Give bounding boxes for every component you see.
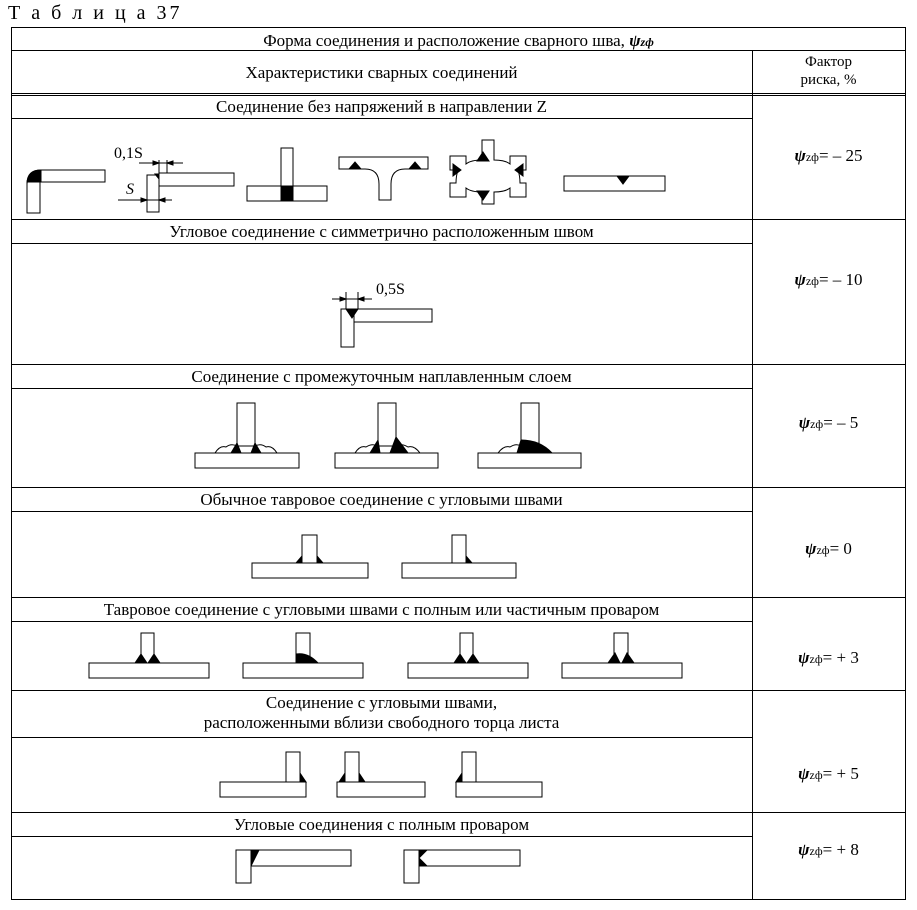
row-5-risk-factor: ψzф= + 3 xyxy=(798,648,859,667)
diagram-tee-joint-2 xyxy=(402,535,516,578)
dimension-label-0-5s: 0,5S xyxy=(376,281,405,298)
row-2-risk-factor: ψzф= – 10 xyxy=(794,270,863,289)
row-2-title: Угловое соединение с симметрично расположенным швом xyxy=(169,222,594,241)
dimension-label-s: S xyxy=(126,181,134,198)
diagram-near-edge-1 xyxy=(220,752,306,797)
table-main-title: Форма соединения и расположение сварного шва, ψzф xyxy=(263,31,654,50)
row-4-risk-factor: ψzф= 0 xyxy=(805,539,852,558)
diagram-cross-plate xyxy=(247,148,327,201)
diagram-symmetric-corner-joint xyxy=(332,292,432,347)
diagram-buttered-layer-2 xyxy=(335,403,438,468)
diagram-penetration-2 xyxy=(243,633,363,678)
diagram-buttered-layer-3 xyxy=(478,403,581,468)
diagram-near-edge-3 xyxy=(456,752,542,797)
diagram-near-edge-2 xyxy=(337,752,425,797)
row-7-risk-factor: ψzф= + 8 xyxy=(798,840,859,859)
dimension-label-0-1s: 0,1S xyxy=(114,145,143,162)
diagram-penetration-3 xyxy=(408,633,528,678)
row-3-risk-factor: ψzф= – 5 xyxy=(798,413,859,432)
diagram-penetration-4 xyxy=(562,633,682,678)
row-1-risk-factor: ψzф= – 25 xyxy=(794,146,863,165)
diagram-full-penetration-corner-2 xyxy=(404,850,520,883)
row-1-title: Соединение без напряжений в направлении Z xyxy=(216,97,547,116)
row-7-title: Угловые соединения с полным проваром xyxy=(233,815,530,834)
diagram-cross-joint xyxy=(450,140,526,204)
diagram-corner-joint-bent xyxy=(27,170,105,213)
row-6-risk-factor: ψzф= + 5 xyxy=(798,764,859,783)
diagram-buttered-layer-1 xyxy=(195,403,299,468)
table-caption: Т а б л и ц а 37 xyxy=(8,2,183,24)
column-header-characteristics: Характеристики сварных соединений xyxy=(245,63,518,82)
diagram-full-penetration-corner-1 xyxy=(236,850,351,883)
diagram-tee-joint-1 xyxy=(252,535,368,578)
diagram-t-joint-curved xyxy=(339,157,428,200)
diagram-penetration-1 xyxy=(89,633,209,678)
row-6-title: Соединение с угловыми швами, расположенными вблизи свободного торца листа xyxy=(203,693,560,732)
diagram-butt-joint xyxy=(564,176,665,191)
row-3-title: Соединение с промежуточным наплавленным слоем xyxy=(191,367,572,386)
column-header-factor: Фактор риска, % xyxy=(800,54,857,88)
diagram-overlap-joint xyxy=(118,160,234,212)
row-4-title: Обычное тавровое соединение с угловыми швами xyxy=(200,490,563,509)
row-5-title: Тавровое соединение с угловыми швами с полным или частичным проваром xyxy=(103,600,660,619)
